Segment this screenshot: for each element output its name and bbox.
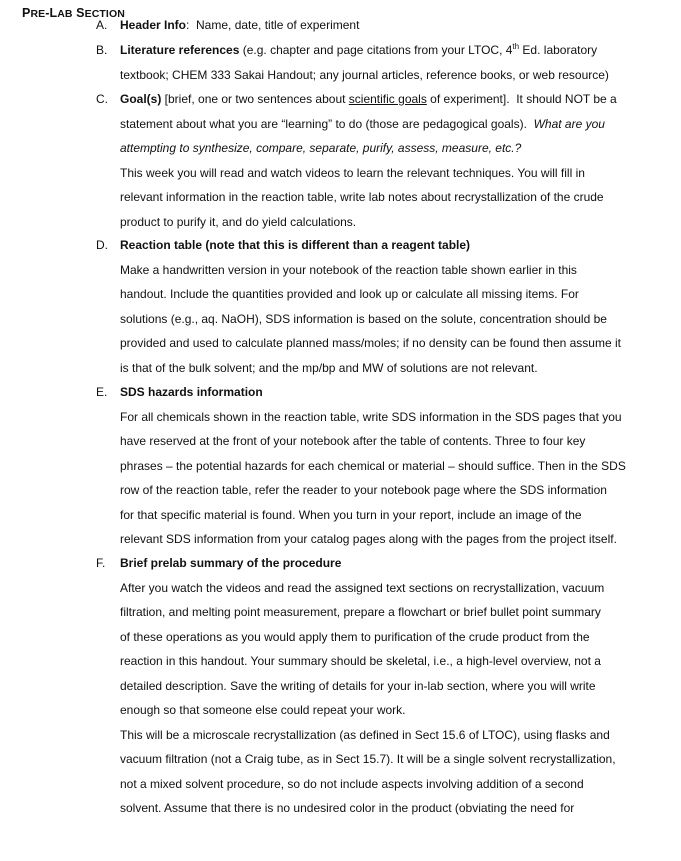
superscript: th (512, 42, 520, 51)
text-line: provided and used to calculate planned mass/moles; if no density can be found then assume it (120, 336, 621, 350)
text-line: attempting to synthesize, compare, separate, purify, assess, measure, etc.? (120, 141, 522, 155)
title-rest-re: RE (30, 8, 46, 20)
title-initial-p: P (22, 6, 31, 20)
item-heading: Brief prelab summary of the procedure (120, 556, 342, 570)
text-line (120, 13, 640, 38)
text-line (120, 38, 640, 63)
item-letter: F. (96, 556, 106, 570)
text-line: is that of the bulk solvent; and the mp/bp and MW of solutions are not relevant. (120, 360, 538, 375)
italic-text: What are you (533, 116, 605, 131)
item-heading: Literature references (120, 43, 240, 57)
text-line: solvent. Assume that there is no undesired color in the product (obviating the need for (120, 801, 575, 815)
text-line: Make a handwritten version in your notebook of the reaction table shown earlier in this (120, 262, 577, 277)
text-line: After you watch the videos and read the assigned text sections on recrystallization, vacuum (120, 580, 605, 595)
text-line: enough so that someone else could repeat your work. (120, 703, 406, 717)
text-line: reaction in this handout. Your summary should be skeletal, i.e., a high-level overview, not a (120, 654, 601, 668)
section-title (22, 6, 125, 20)
text-span: : Name, date, title of experiment (186, 18, 360, 32)
item-content (120, 551, 640, 821)
text-span: statement about what you are “learning” to do (those are pedagogical goals). (120, 116, 534, 131)
item-letter: E. (96, 385, 108, 399)
item-content (120, 87, 640, 234)
item-content (120, 233, 640, 380)
text-line: product to purify it, and do yield calculations. (120, 214, 357, 229)
text-line: of these operations as you would apply them to purification of the crude product from the (120, 629, 590, 644)
text-line: have reserved at the front of your notebook after the table of contents. Three to four key (120, 434, 586, 448)
text-line: This will be a microscale recrystallization (as defined in Sect 15.6 of LTOC), using flasks and (120, 727, 610, 742)
text-line: relevant SDS information from your catalog pages along with the pages from the project itself. (120, 532, 617, 546)
text-line: row of the reaction table, refer the reader to your notebook page where the SDS information (120, 483, 607, 497)
text-span: (e.g. chapter and page citations from your LTOC, 4 (239, 43, 513, 57)
title-rest-ab: AB (57, 8, 73, 20)
text-line (120, 112, 640, 137)
title-rest-ection: ECTION (84, 8, 125, 20)
item-content (120, 38, 640, 87)
item-letter: A. (96, 18, 108, 32)
item-content (120, 13, 640, 38)
text-span: of experiment]. It should NOT be a (426, 92, 617, 106)
text-line: relevant information in the reaction table, write lab notes about recrystallization of the crude (120, 190, 604, 204)
text-line: For all chemicals shown in the reaction table, write SDS information in the SDS pages that you (120, 409, 622, 424)
item-letter: B. (96, 43, 108, 57)
item-letter: D. (96, 238, 108, 252)
text-line: solutions (e.g., aq. NaOH), SDS information is based on the solute, concentration should be (120, 311, 607, 326)
text-line: vacuum filtration (not a Craig tube, as in Sect 15.7). It will be a single solvent recrystallization, (120, 752, 616, 766)
text-line: not a mixed solvent procedure, so do not include aspects involving addition of a second (120, 776, 584, 791)
item-heading: Reaction table (note that this is different than a reagent table) (120, 238, 471, 252)
text-line: for that specific material is found. When you turn in your report, include an image of the (120, 507, 582, 522)
text-line: handout. Include the quantities provided and look up or calculate all missing items. For (120, 287, 579, 301)
item-heading: Header Info (120, 18, 187, 32)
item-content (120, 380, 640, 552)
text-span: [brief, one or two sentences about (161, 92, 349, 106)
text-line: phrases – the potential hazards for each chemical or material – should suffice. Then in the SDS (120, 458, 626, 473)
title-initial-l: -L (45, 6, 58, 20)
item-heading: Goal(s) (120, 92, 162, 106)
text-line: filtration, and melting point measurement, prepare a flowchart or brief bullet point summary (120, 605, 601, 619)
text-line: textbook; CHEM 333 Sakai Handout; any journal articles, reference books, or web resource) (120, 67, 609, 82)
text-line: detailed description. Save the writing of details for your in-lab section, where you will write (120, 678, 596, 693)
text-line (120, 87, 640, 112)
text-span: Ed. laboratory (519, 43, 598, 57)
title-initial-s: S (72, 6, 85, 20)
item-heading: SDS hazards information (120, 385, 263, 399)
underlined-text: scientific goals (348, 92, 427, 106)
text-line: This week you will read and watch videos to learn the relevant techniques. You will fill in (120, 165, 585, 180)
item-letter: C. (96, 92, 108, 106)
